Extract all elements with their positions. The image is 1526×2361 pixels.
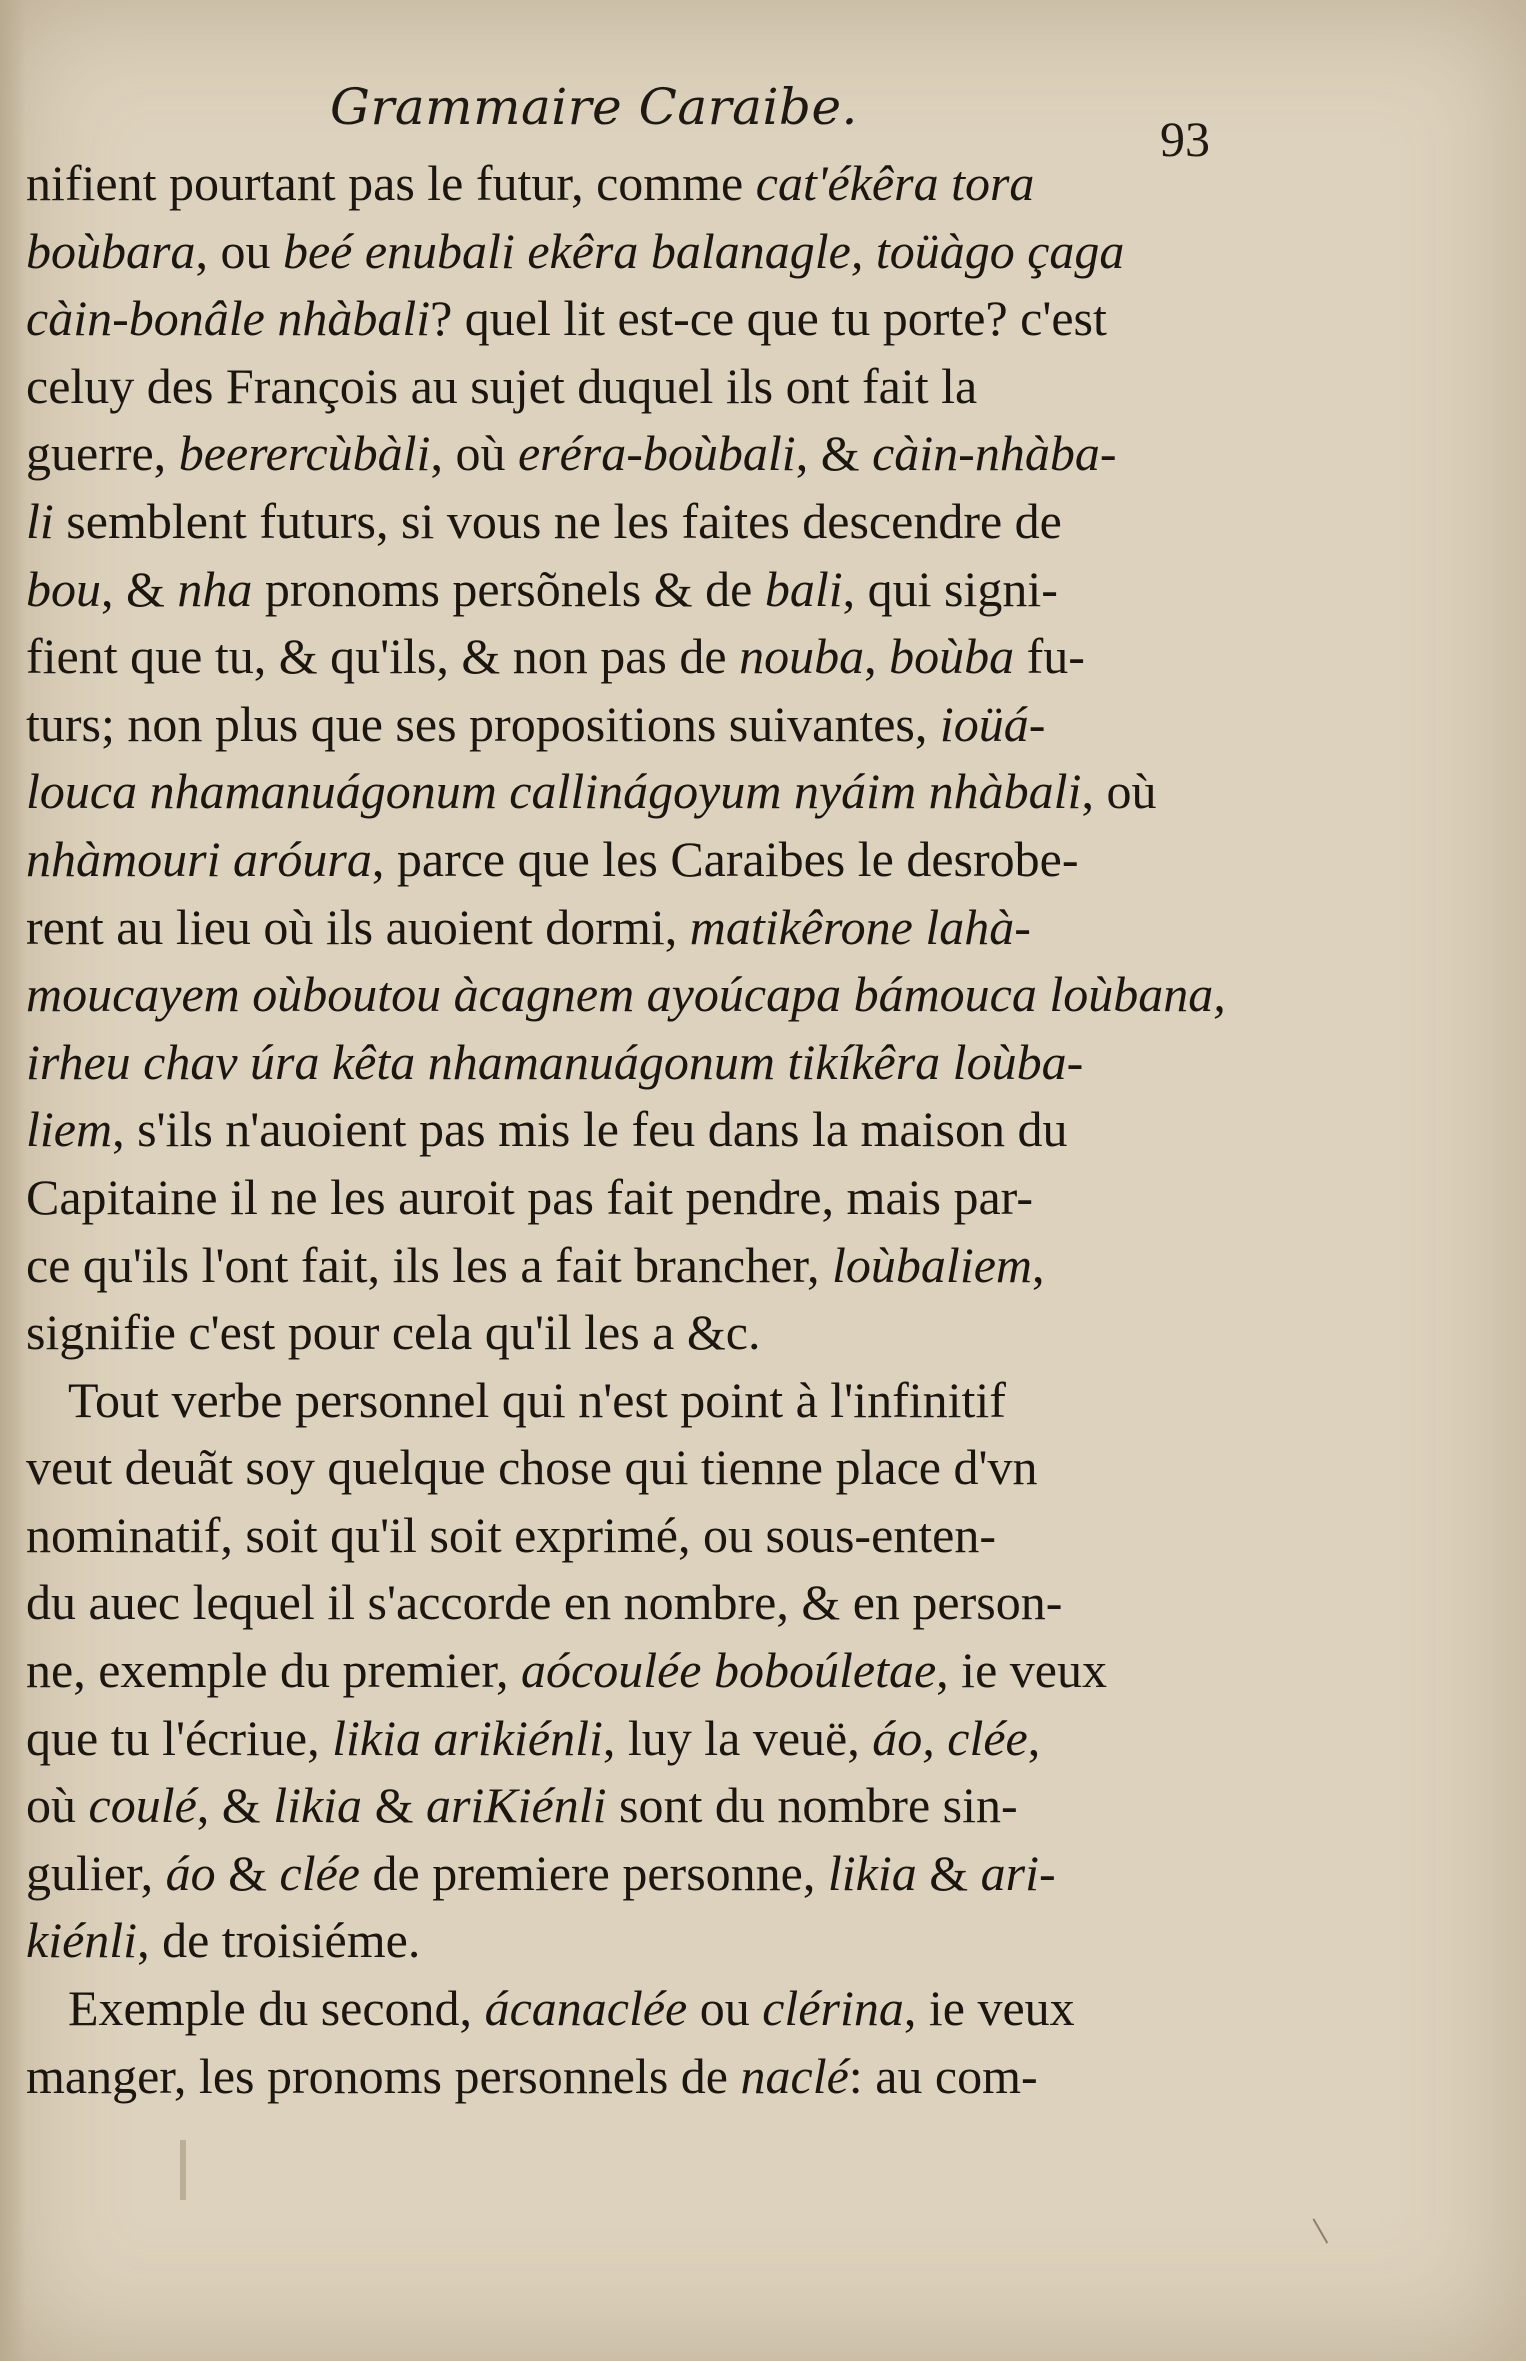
italic-caribbean-word: nouba (739, 628, 865, 685)
italic-caribbean-word: coulé (88, 1777, 197, 1834)
text-segment: où (26, 1777, 89, 1834)
italic-caribbean-word: áo (165, 1844, 216, 1901)
text-line (26, 1029, 1241, 1097)
text-line (26, 1367, 1241, 1435)
text-segment: ce qu'ils l'ont fait, ils les a fait brancher, (26, 1236, 833, 1293)
text-line (26, 285, 1241, 353)
text-segment: du auec lequel il s'accorde en nombre, & en person- (26, 1574, 1063, 1631)
text-segment: & (362, 1777, 426, 1834)
text-segment: nominatif, soit qu'il soit exprimé, ou sous-enten- (26, 1506, 996, 1563)
text-segment: Exemple du second, (68, 1980, 485, 2037)
italic-caribbean-word: clérina (762, 1980, 904, 2037)
text-segment: veut deuãt soy quelque chose qui tienne place d'vn (26, 1439, 1038, 1496)
italic-caribbean-word: ácanaclée (484, 1980, 688, 2037)
text-line (26, 488, 1241, 556)
text-segment: turs; non plus que ses propositions suivantes, (26, 695, 940, 752)
text-segment: , & (196, 1777, 274, 1834)
text-line (26, 2043, 1241, 2111)
paper-stain (180, 2140, 186, 2200)
italic-caribbean-word: likia (827, 1844, 917, 1901)
text-segment: Tout verbe personnel qui n'est point à l'infinitif (68, 1371, 1006, 1428)
text-segment: , (864, 628, 890, 685)
italic-caribbean-word: ari- (980, 1844, 1056, 1901)
italic-caribbean-word: nhàmouri aróura (26, 830, 372, 887)
italic-caribbean-word: boùba (889, 628, 1015, 685)
italic-caribbean-word: eréra-boùbali (517, 425, 796, 482)
text-segment: fient que tu, & qu'ils, & non pas de (26, 628, 740, 685)
text-segment: & (215, 1844, 280, 1901)
text-line (26, 826, 1241, 894)
text-line (26, 1907, 1241, 1975)
body-text (26, 150, 1241, 2110)
text-segment: , s'ils n'auoient pas mis le feu dans la maison du (112, 1101, 1068, 1158)
text-line (26, 353, 1241, 421)
text-segment: , luy la veuë, (602, 1709, 873, 1766)
text-segment: rent au lieu où ils auoient dormi, (26, 898, 690, 955)
text-line (26, 1096, 1241, 1164)
italic-caribbean-word: louca nhamanuágonum callinágoyum nyáim nhàbali (26, 763, 1082, 820)
text-segment: , (1032, 1236, 1045, 1293)
text-segment: sont du nombre sin- (606, 1777, 1018, 1834)
text-line (26, 1164, 1241, 1232)
italic-caribbean-word: likia arikiénli (332, 1709, 603, 1766)
italic-caribbean-word: loùbaliem (832, 1236, 1033, 1293)
text-segment: Capitaine il ne les auroit pas fait pendre, mais par- (26, 1168, 1033, 1225)
italic-caribbean-word: càin-bonâle nhàbali (26, 290, 431, 347)
italic-caribbean-word: càin-nhàba- (872, 425, 1117, 482)
text-segment: ne, exemple du premier, (26, 1642, 522, 1699)
text-segment: , & (101, 560, 178, 617)
text-segment: , ie veux (936, 1642, 1107, 1699)
italic-caribbean-word: li (26, 492, 54, 549)
text-segment: de premiere personne, (360, 1844, 828, 1901)
text-line (26, 1840, 1241, 1908)
text-line (26, 1299, 1241, 1367)
italic-caribbean-word: boùbara (26, 222, 196, 279)
running-header: Grammaire Caraibe. (330, 78, 858, 136)
italic-caribbean-word: naclé (740, 2047, 849, 2104)
pen-mark (1312, 2208, 1345, 2243)
italic-caribbean-word: cat'ékêra tora (755, 155, 1035, 211)
italic-caribbean-word: áo, clée (872, 1709, 1028, 1766)
italic-caribbean-word: matikêrone lahà- (689, 898, 1031, 955)
text-line (26, 218, 1241, 286)
text-line (26, 691, 1241, 759)
text-segment: que tu l'écriue, (26, 1709, 333, 1766)
page-number: 93 (1160, 111, 1210, 167)
italic-caribbean-word: moucayem oùboutou àcagnem ayoúcapa bámouca loùbana, (26, 966, 1226, 1023)
text-segment: celuy des François au sujet duquel ils ont fait la (26, 357, 978, 414)
text-line (26, 1232, 1241, 1300)
text-line (26, 1569, 1241, 1637)
text-segment: , qui signi- (842, 560, 1058, 617)
text-line (26, 150, 1241, 218)
text-line (26, 894, 1241, 962)
text-line (26, 556, 1241, 624)
italic-caribbean-word: ioüá- (939, 695, 1046, 752)
text-line (26, 623, 1241, 691)
text-segment: , & (795, 425, 873, 482)
italic-caribbean-word: ariKiénli (425, 1777, 607, 1834)
text-segment: , parce que les Caraibes le desrobe- (371, 830, 1079, 887)
text-segment: , ie veux (903, 1980, 1075, 2037)
text-line (26, 1975, 1241, 2043)
text-segment: manger, les pronoms personnels de (26, 2047, 741, 2104)
text-line (26, 1434, 1241, 1502)
page-gutter-shadow (0, 0, 26, 2361)
text-line (26, 1705, 1241, 1773)
text-segment: nifient pourtant pas le futur, comme (26, 155, 756, 211)
text-segment: ou (687, 1980, 763, 2037)
italic-caribbean-word: likia (273, 1777, 363, 1834)
text-segment: , ou (195, 222, 283, 279)
text-segment: gulier, (26, 1844, 166, 1901)
text-segment: , (1027, 1709, 1041, 1766)
text-segment: , où (430, 425, 518, 482)
text-segment: guerre, (26, 425, 179, 482)
text-segment: , de troisiéme. (137, 1912, 421, 1969)
text-segment: & (916, 1844, 981, 1901)
italic-caribbean-word: kiénli (26, 1912, 138, 1969)
text-line (26, 1772, 1241, 1840)
text-segment: pronoms persõnels & de (252, 560, 765, 617)
italic-caribbean-word: clée (279, 1844, 360, 1901)
text-line (26, 420, 1241, 488)
text-line (26, 758, 1241, 826)
italic-caribbean-word: irheu chav úra kêta nhamanuágonum tikíkêra loùba- (26, 1033, 1084, 1090)
italic-caribbean-word: bou (26, 560, 101, 617)
text-line (26, 1502, 1241, 1570)
italic-caribbean-word: beerercùbàli (178, 425, 431, 482)
italic-caribbean-word: aócoulée boboúletae (521, 1642, 937, 1699)
italic-caribbean-word: beé enubali ekêra balanagle, toüàgo çaga (282, 222, 1125, 279)
text-line (26, 1637, 1241, 1705)
italic-caribbean-word: liem (26, 1101, 113, 1158)
text-segment: signifie c'est pour cela qu'il les a &c. (26, 1304, 761, 1361)
text-segment: ? quel lit est-ce que tu porte? c'est (430, 290, 1107, 347)
italic-caribbean-word: nha (177, 560, 253, 617)
text-line (26, 961, 1241, 1029)
text-segment: , où (1081, 763, 1157, 820)
text-segment: : au com- (848, 2047, 1038, 2104)
italic-caribbean-word: bali (764, 560, 843, 617)
text-segment: semblent futurs, si vous ne les faites descendre de (53, 492, 1062, 549)
text-segment: fu- (1014, 628, 1085, 685)
